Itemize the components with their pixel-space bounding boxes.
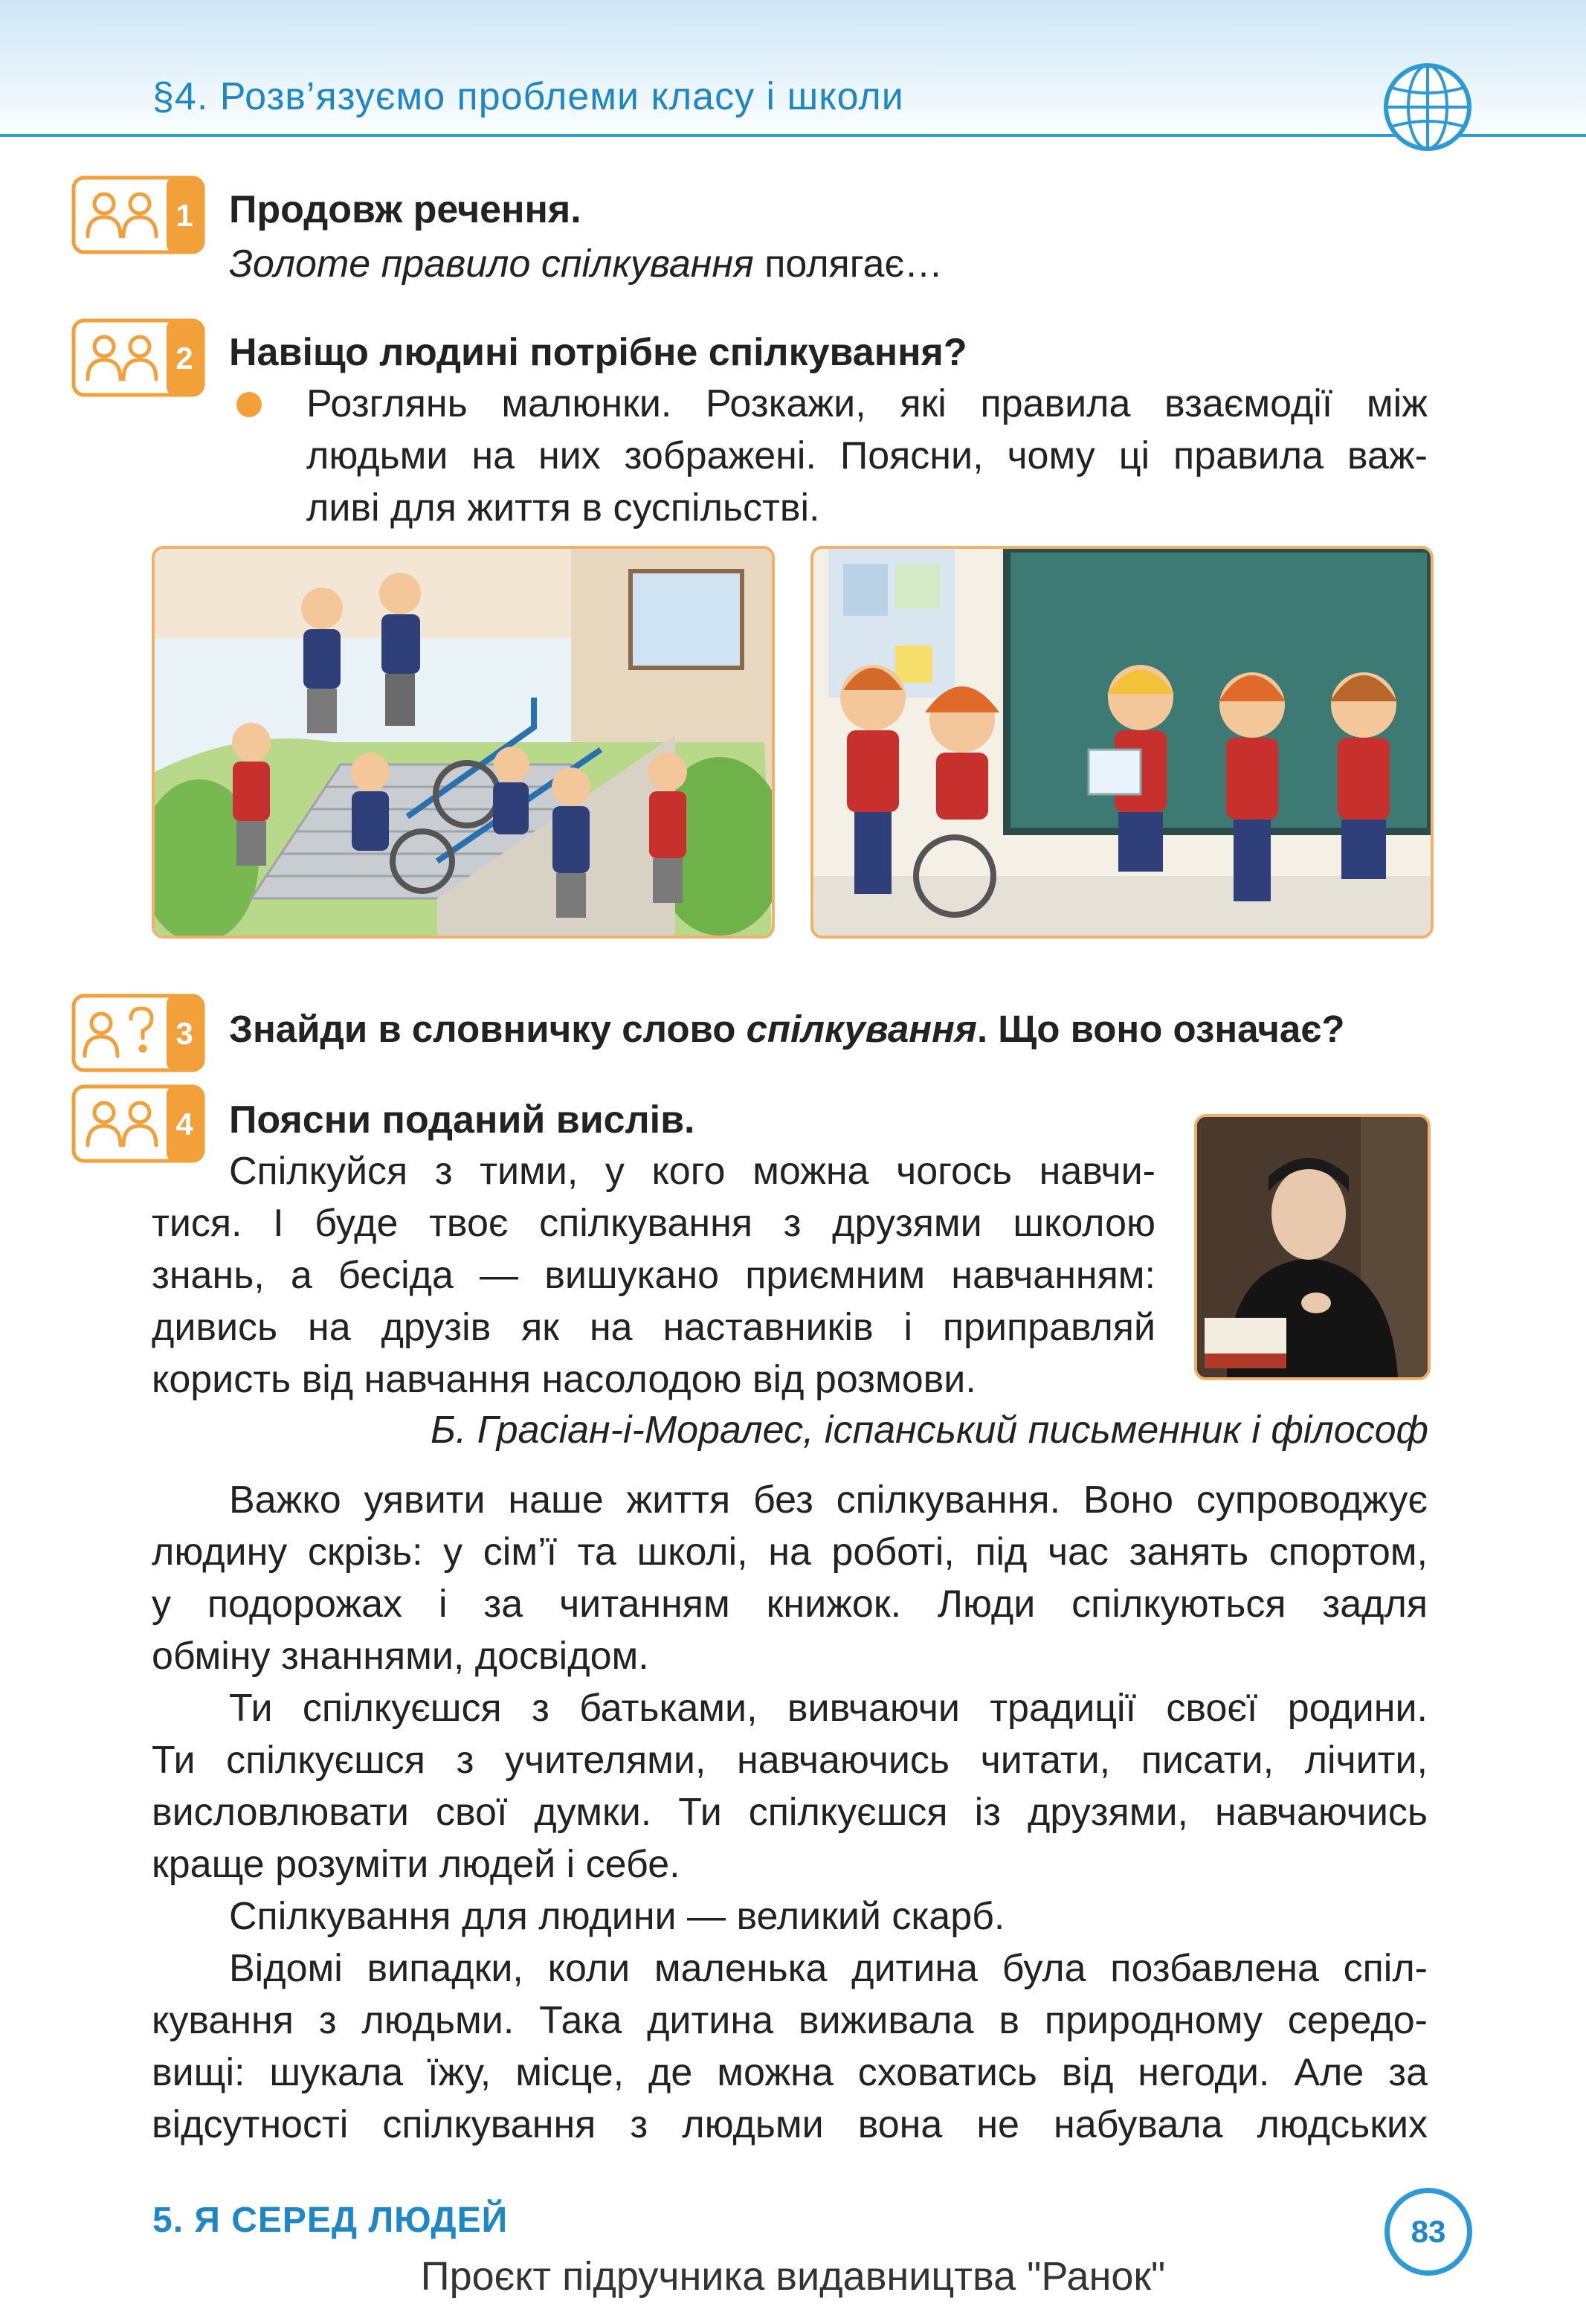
- question-group-icon: [71, 994, 205, 1072]
- illustration-school-stairs: [152, 546, 775, 939]
- quote-line: знань, а бесіда — вишукано приємним навчанням:: [152, 1254, 1155, 1297]
- text-line: Відомі випадки, коли маленька дитина була позбавлена спіл-: [229, 1947, 1428, 1990]
- task-3-title-emph: спілкування: [746, 1008, 977, 1050]
- task-2-line: ливі для життя в суспільстві.: [306, 486, 820, 530]
- task-2-line: Розглянь малюнки. Розкажи, які правила взаємодії між: [306, 382, 1428, 425]
- task-1-number: 1: [175, 198, 193, 233]
- footer-section-title: 5. Я СЕРЕД ЛЮДЕЙ: [152, 2201, 509, 2240]
- task-3-number: 3: [175, 1016, 193, 1051]
- text-line: краще розуміти людей і себе.: [152, 1843, 680, 1886]
- paragraph: [152, 1942, 1428, 2151]
- task-1-title: Продовж речення.: [229, 188, 581, 231]
- task-3-title-end: . Що воно означає?: [976, 1008, 1345, 1050]
- quote-line: Спілкуйся з тими, у кого можна чогось навчи-: [229, 1150, 1155, 1193]
- portrait-gracian: [1194, 1114, 1431, 1380]
- paragraph: [152, 1682, 1428, 1890]
- task-3-title: [229, 1007, 1345, 1051]
- illustration-classroom: [810, 546, 1434, 939]
- text-line: кування з людьми. Така дитина виживала в природному середо-: [152, 1999, 1428, 2042]
- header-band: [0, 0, 1586, 141]
- section-title: §4. Розв’язуємо проблеми класу і школи: [152, 75, 904, 118]
- text-line: у подорожах і за читанням книжок. Люди спілкуються задля: [152, 1583, 1428, 1626]
- text-line: Спілкування для людини — великий скарб.: [229, 1895, 1005, 1938]
- text-line: відсутності спілкування з людьми вона не набувала людських: [152, 2103, 1428, 2146]
- task-2-number: 2: [175, 341, 193, 376]
- task-4-title: Поясни поданий вислів.: [229, 1098, 695, 1142]
- page-number: 83: [1384, 2188, 1472, 2276]
- group-work-icon: [71, 176, 205, 254]
- paragraph: [152, 1474, 1428, 1682]
- task-1-prompt-italic: Золоте правило спілкування: [229, 242, 754, 286]
- group-work-icon: [71, 318, 205, 397]
- quote-line: тися. І буде твоє спілкування з друзями школою: [152, 1202, 1155, 1245]
- text-line: вищі: шукала їжу, місце, де можна сховатись від негоди. Але за: [152, 2051, 1428, 2094]
- task-2-line: людьми на них зображені. Поясни, чому ці правила важ-: [306, 434, 1428, 477]
- text-line: обміну знаннями, досвідом.: [152, 1635, 649, 1678]
- task-1-prompt-rest: полягає…: [753, 242, 943, 286]
- quote-line: дивись на друзів як на наставників і приправляй: [152, 1306, 1155, 1349]
- classroom-scene-drawing: [813, 549, 1431, 936]
- task-4-number: 4: [175, 1107, 193, 1142]
- task-3-title-start: Знайди в словничку слово: [229, 1008, 747, 1050]
- task-1-prompt: [229, 238, 943, 290]
- task-2-bullet-text: [306, 378, 1428, 534]
- globe-icon: [1382, 61, 1474, 153]
- text-line: Ти спілкуєшся з учителями, навчаючись читати, писати, лічити,: [152, 1739, 1428, 1782]
- stairs-scene-drawing: [155, 549, 772, 936]
- quote-line: користь від навчання насолодою від розмови.: [152, 1358, 976, 1401]
- quote-attribution: Б. Грасіан-і-Моралес, іспанський письменник і філософ: [431, 1409, 1428, 1452]
- main-text: [152, 1474, 1428, 2151]
- publisher-note: Проєкт підручника видавництва "Ранок": [420, 2254, 1166, 2299]
- text-line: Ти спілкуєшся з батьками, вивчаючи традиції своєї родини.: [229, 1687, 1428, 1730]
- task-4-quote: [152, 1145, 1155, 1406]
- portrait-drawing: [1197, 1117, 1428, 1377]
- text-line: висловлювати свої думки. Ти спілкуєшся із друзями, навчаючись: [152, 1791, 1428, 1834]
- paragraph: [152, 1890, 1428, 1942]
- text-line: людину скрізь: у сім’ї та школі, на роботі, під час занять спортом,: [152, 1530, 1428, 1574]
- task-2-title: Навіщо людині потрібне спілкування?: [229, 331, 967, 374]
- header-rule: [0, 134, 1586, 137]
- bullet-dot-icon: [236, 392, 262, 417]
- text-line: Важко уявити наше життя без спілкування. Воно супроводжує: [229, 1478, 1428, 1522]
